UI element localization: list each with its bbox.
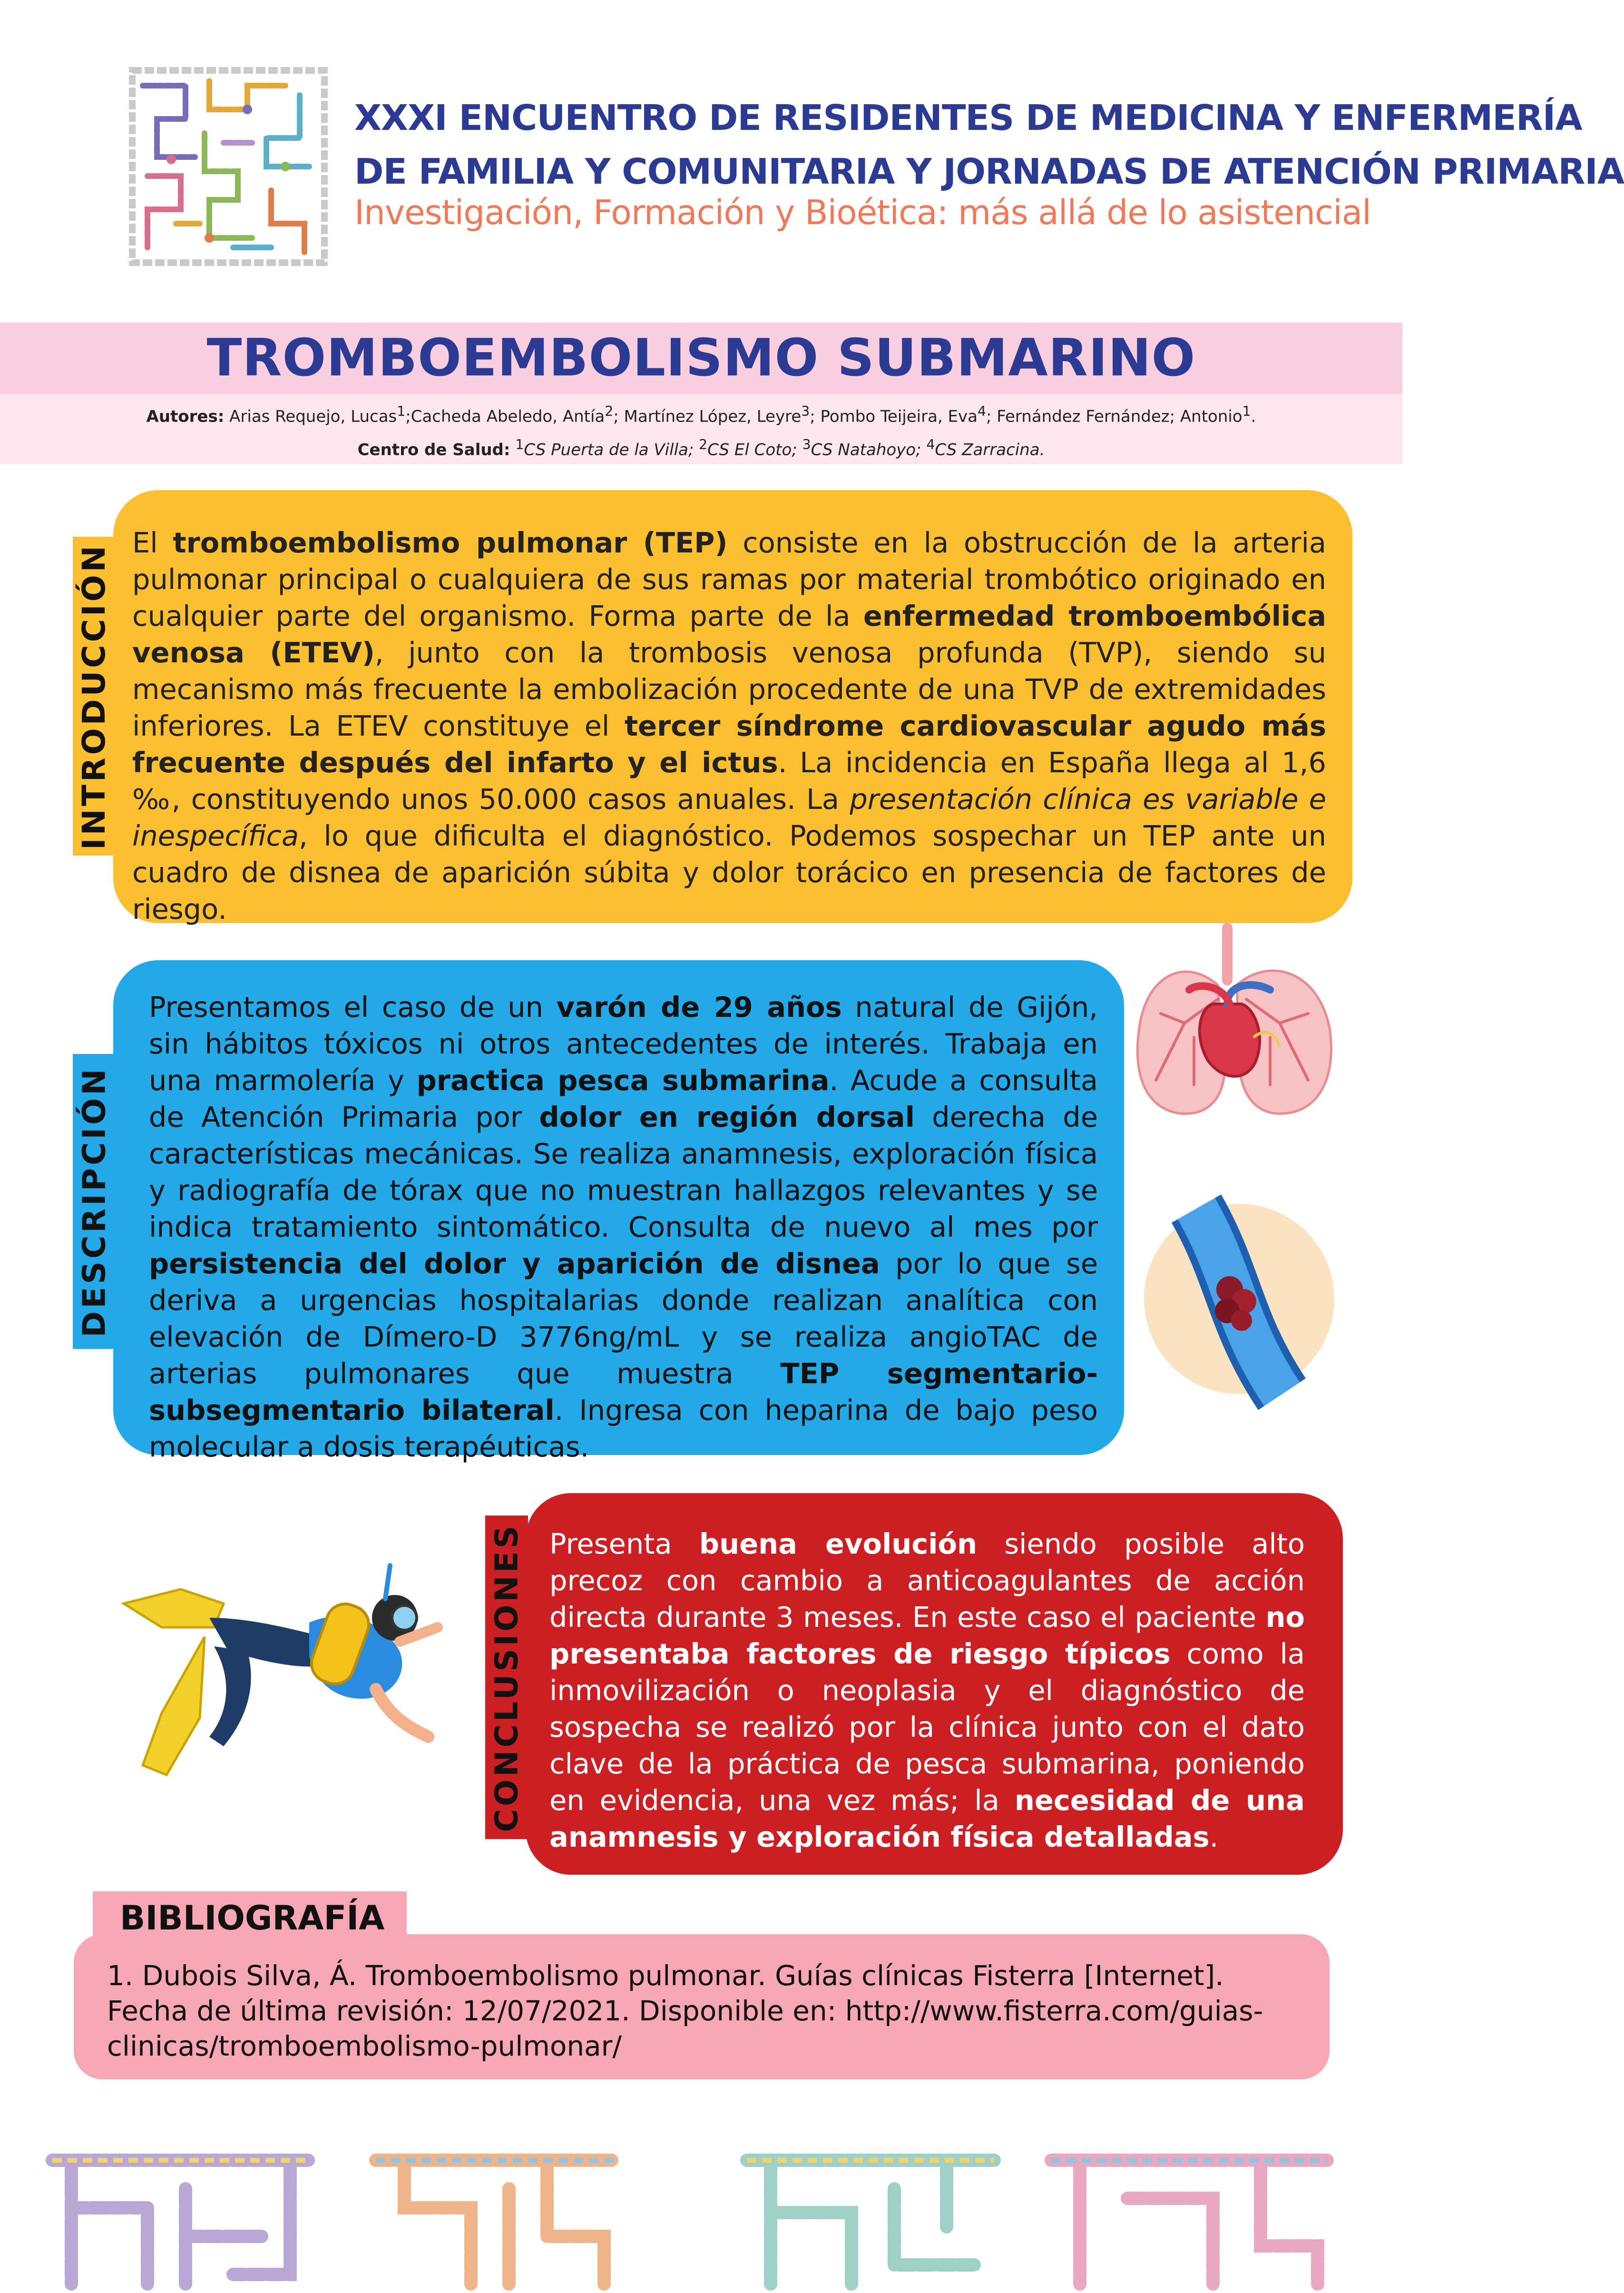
bibliografia-ref-1: 1. Dubois Silva, Á. Tromboembolismo pulmonar. Guías clínicas Fisterra [Internet]. Fecha de última revisión: 12/07/2021. Disponible en: http://www.fisterra.com/guias-clinicas/tromboembolismo-pulmonar/ — [107, 1959, 1263, 2062]
introduccion-text: El tromboembolismo pulmonar (TEP) consiste en la obstrucción de la arteria pulmonar principal o cualquiera de sus ramas por material trombótico originado en cualquier parte del organismo. Forma parte de la enfermedad tromboembólica venosa (ETEV), junto con la trombosis venosa profunda (TVP), siendo su mecanismo más frecuente la embolización procedente de una TVP de extremidades inferiores. La ETEV constituye el tercer síndrome cardiovascular agudo más frecuente después del infarto y el ictus. La incidencia en España llega al 1,6 ‰, constituyendo unos 50.000 casos anuales. La presentación clínica es variable e inespecífica, lo que dificulta el diagnóstico. Podemos sospechar un TEP ante un cuadro de disnea de aparición súbita y dolor torácico en presencia de factores de riesgo. — [132, 526, 1327, 925]
maze-border-icon — [43, 2141, 1365, 2293]
introduccion-box — [113, 490, 1352, 923]
health-center-line: Centro de Salud: $^1$CS Puerta de la Villa; $^2$CS El Coto; $^3$CS Natahoyo; $^4$CS Zarracina. — [357, 437, 1045, 460]
authors-line: Autores: Arias Requejo, Lucas$^1$;Cacheda Abeledo, Antía$^2$; Martínez López, Leyre$^3$; Pombo Teijeira, Eva$^4$; Fernández Fernández; Antonio$^1$. — [146, 403, 1256, 426]
conclusiones-box — [526, 1493, 1343, 1875]
conference-title-line-2: DE FAMILIA Y COMUNITARIA Y JORNADAS DE ATENCIÓN PRIMARIA — [354, 151, 1624, 192]
bibliografia-title: BIBLIOGRAFÍA — [120, 1899, 385, 1938]
descripcion-text: Presentamos el caso de un varón de 29 años natural de Gijón, sin hábitos tóxicos ni otros antecedentes de interés. Trabaja en una marmolería y practica pesca submarina. Acude a consulta de Atención Primaria por dolor en región dorsal derecha de características mecánicas. Se realiza anamnesis, exploración física y radiografía de tórax que no muestran hallazgos relevantes y se indica tratamiento sintomático. Consulta de nuevo al mes por persistencia del dolor y aparición de disnea por lo que se deriva a urgencias hospitalarias donde realizan analítica con elevación de Dímero-D 3776ng/mL y se realiza angioTAC de arterias pulmonares que muestra TEP segmentario-subsegmentario bilateral. Ingresa con heparina de bajo peso molecular a dosis terapéuticas. — [149, 991, 1098, 1463]
lungs-heart-icon — [1127, 918, 1341, 1123]
descripcion-box — [113, 960, 1124, 1463]
maze-logo-icon — [128, 67, 328, 266]
scuba-diver-icon — [105, 1546, 466, 1832]
blood-clot-icon — [1139, 1199, 1339, 1399]
section-tab-introduccion: INTRODUCCIÓN — [73, 537, 115, 856]
conclusiones-text: Presenta buena evolución siendo posible alto precoz con cambio a anticoagulantes de acción directa durante 3 meses. En este caso el paciente no presentaba factores de riesgo típicos como la inmovilización o neoplasia y el diagnóstico de sospecha se realizó por la clínica junto con el dato clave de la práctica de pesca submarina, poniendo en evidencia, una vez más; la necesidad de una anamnesis y exploración física detalladas. — [549, 1527, 1305, 1853]
bibliografia-box — [74, 1934, 1330, 2079]
section-tab-conclusiones: CONCLUSIONES — [485, 1516, 528, 1839]
conference-title-line-1: XXXI ENCUENTRO DE RESIDENTES DE MEDICINA Y ENFERMERÍA — [354, 98, 1582, 138]
poster-title: TROMBOEMBOLISMO SUBMARINO — [206, 328, 1196, 388]
conference-subtitle: Investigación, Formación y Bioética: más allá de lo asistencial — [354, 193, 1371, 232]
section-tab-descripcion: DESCRIPCIÓN — [73, 1054, 116, 1349]
